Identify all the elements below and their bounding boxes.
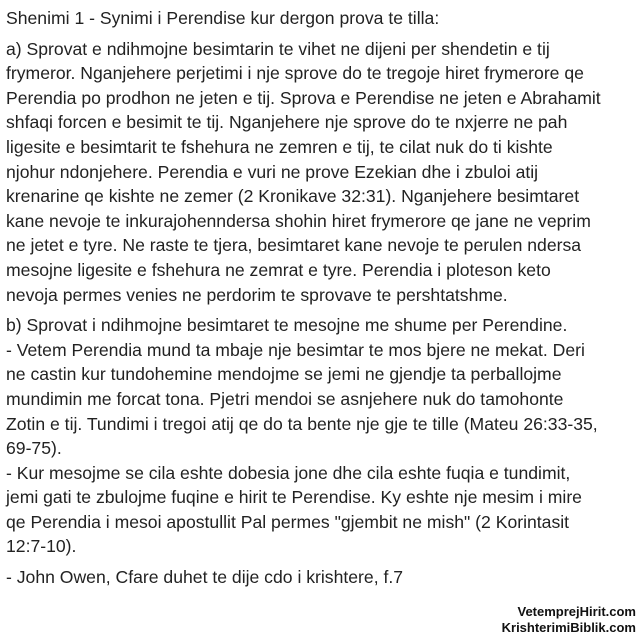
section-a-line: Perendia po prodhon ne jeten e tij. Sprova e Perendise ne jeten e Abrahamit (6, 87, 601, 108)
site-watermark (502, 604, 636, 636)
section-a-line: nevoja permes venies ne perdorim te sprovave te pershtatshme. (6, 284, 508, 305)
site-link-vetemprejhirit: VetemprejHirit.com (517, 604, 636, 619)
site-link-krishterimibiblik: KrishterimiBiblik.com (501, 620, 636, 635)
section-a-line: njohur ndonjehere. Perendia e vuri ne prove Ezekian dhe i zbuloi atij (6, 161, 539, 182)
section-a-line: frymeror. Nganjehere perjetimi i nje sprove do te tregoje hiret frymerore qe (6, 63, 584, 84)
section-b-line: 69-75). (6, 438, 62, 459)
section-b-line: - Vetem Perendia mund ta mbaje nje besimtar te mos bjere ne mekat. Deri (6, 339, 585, 360)
section-a-line: mesojne ligesite e fshehura ne zemrat e tyre. Perendia i ploteson keto (6, 259, 551, 280)
section-a (6, 37, 638, 308)
section-b-line: - Kur mesojme se cila eshte dobesia jone dhe cila eshte fuqia e tundimit, (6, 462, 571, 483)
attribution: - John Owen, Cfare duhet te dije cdo i krishtere, f.7 (6, 567, 404, 588)
section-b-line: ne castin kur tundohemine mendojme se jemi ne gjendje ta perballojme (6, 364, 562, 385)
section-a-line: a) Sprovat e ndihmojne besimtarin te vihet ne dijeni per shendetin e tij (6, 38, 550, 59)
note-title: Shenimi 1 - Synimi i Perendise kur dergon prova te tilla: (6, 8, 440, 28)
section-a-line: krenarine qe kishte ne zemer (2 Kronikave 32:31). Nganjehere besimtaret (6, 186, 580, 207)
section-b-line: b) Sprovat i ndihmojne besimtaret te mesojne me shume per Perendine. (6, 315, 568, 336)
section-b-line: Zotin e tij. Tundimi i tregoi atij qe do ta bente nje gje te tille (Mateu 26:33-35, (6, 413, 598, 434)
document-body (6, 6, 638, 590)
section-b-line: mundimin me forcat tona. Pjetri mendoi se asnjehere nuk do tamohonte (6, 388, 564, 409)
section-a-line: ne jetet e tyre. Ne raste te tjera, besimtaret kane nevoje te perulen ndersa (6, 235, 582, 256)
section-a-line: ligesite e besimtarit te fshehura ne zemren e tij, te cilat nuk do ti kishte (6, 136, 553, 157)
section-a-line: kane nevoje te inkurajohenndersa shohin hiret frymerore qe jane ne veprim (6, 210, 591, 231)
section-b-line: jemi gati te zbulojme fuqine e hirit te Perendise. Ky eshte nje mesim i mire (6, 487, 582, 508)
section-a-line: shfaqi forcen e besimit te tij. Nganjehere nje sprove do te nxjerre ne pah (6, 112, 568, 133)
section-b-line: qe Perendia i mesoi apostullit Pal permes "gjembit ne mish" (2 Korintasit (6, 511, 570, 532)
section-b-line: 12:7-10). (6, 536, 77, 557)
section-b (6, 313, 638, 559)
